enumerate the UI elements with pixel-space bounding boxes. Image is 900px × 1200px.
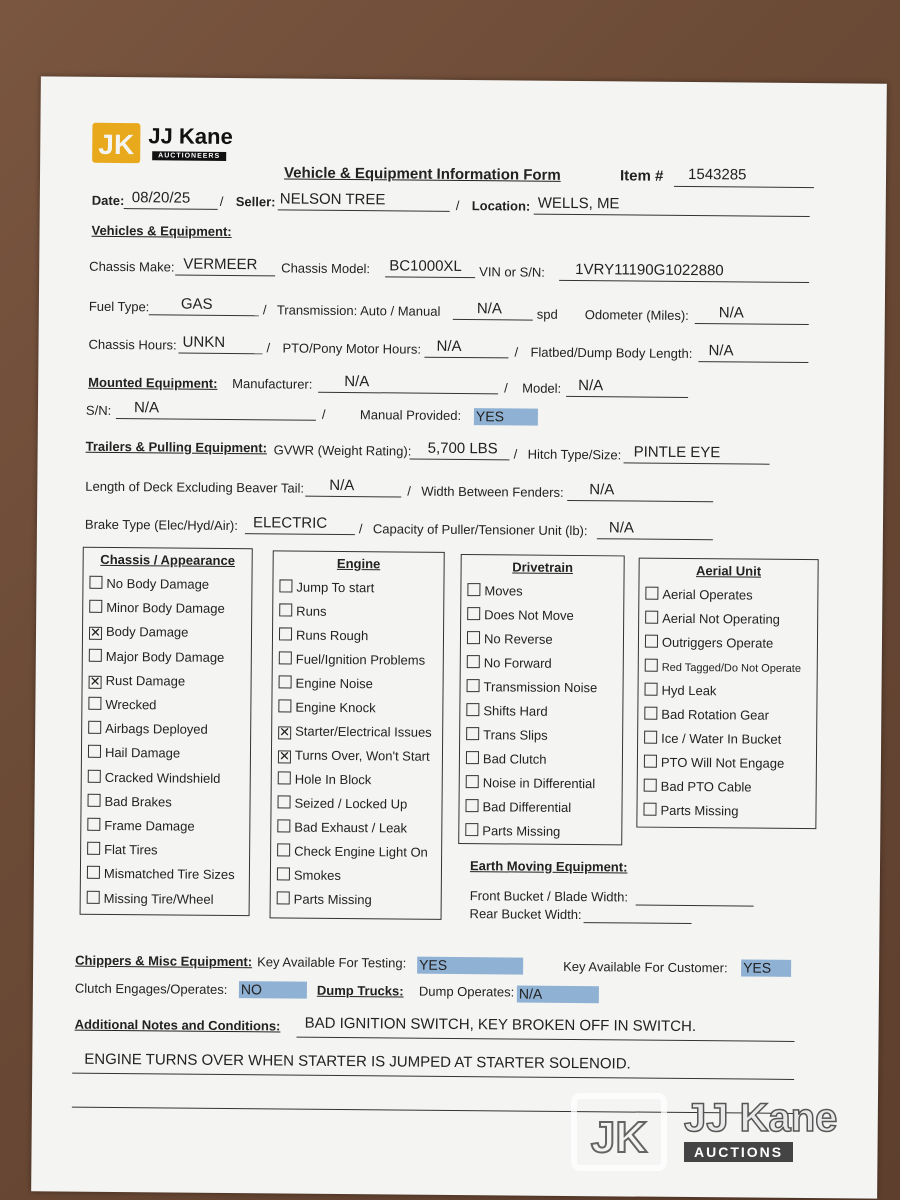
chassis-item[interactable] bbox=[89, 648, 225, 664]
engine-item-label: Runs bbox=[296, 603, 327, 619]
drivetrain-item-label: Moves bbox=[484, 583, 523, 599]
chassis-make-value[interactable]: VERMEER bbox=[183, 255, 258, 274]
form-title: Vehicle & Equipment Information Form bbox=[283, 164, 561, 184]
checkbox[interactable] bbox=[88, 697, 101, 710]
sn-label: S/N: bbox=[85, 402, 112, 418]
aerial-item-label: Bad PTO Cable bbox=[660, 778, 752, 795]
checkbox[interactable] bbox=[89, 576, 102, 589]
chassis-model-line bbox=[385, 276, 475, 278]
capacity-line bbox=[597, 538, 713, 540]
chassis-appearance-title: Chassis / Appearance bbox=[100, 551, 236, 569]
deck-length-line bbox=[305, 496, 401, 498]
brake-type-value[interactable]: ELECTRIC bbox=[252, 514, 328, 532]
drivetrain-item-label: Noise in Differential bbox=[482, 775, 596, 792]
chassis-item[interactable] bbox=[87, 794, 171, 810]
checkbox[interactable] bbox=[278, 795, 291, 808]
checkbox[interactable] bbox=[644, 683, 657, 696]
engine-item[interactable] bbox=[279, 579, 374, 595]
gvwr-line bbox=[410, 459, 510, 461]
drivetrain-item[interactable] bbox=[466, 727, 548, 743]
checkbox[interactable] bbox=[89, 648, 102, 661]
seller-label: Seller: bbox=[235, 194, 276, 210]
drivetrain-item[interactable] bbox=[465, 799, 571, 815]
checkbox[interactable] bbox=[278, 699, 291, 712]
key-customer-highlight[interactable] bbox=[741, 959, 791, 976]
clutch-label: Clutch Engages/Operates: bbox=[74, 980, 228, 997]
engine-item[interactable] bbox=[277, 819, 407, 835]
aerial-item[interactable] bbox=[644, 779, 752, 795]
checkbox[interactable] bbox=[279, 675, 292, 688]
chassis-item[interactable] bbox=[88, 745, 180, 761]
svg-text:JK: JK bbox=[98, 128, 135, 161]
chassis-item-label: Airbags Deployed bbox=[105, 721, 208, 737]
engine-item[interactable] bbox=[278, 699, 375, 715]
form-paper: JK JJ Kane AUCTIONEERS Vehicle & Equipment Information Form Item # 1543285 Date: 08/20/25 / Seller: NELSON TREE / Location: WELLS, ME Vehicles & Equipment: Chassis Make: VERMEER Chassis Model: BC1000XL VIN or S/N: 1VRY11190G1022880 Fuel Type: GAS / Transmission: Auto / Manual N/A spd Odometer (Miles): N/A Chassis Hours: UNKN / PTO/Pony Motor Hours: N/A / Flatbed/Dump Body Length: N/A Mounted Equipment: Manufacturer: N/A / Model: N/A S/N: N/A / Manual Provided: YES Trailers & Pulling Equipment: GVWR (Weight Rating): 5,700 LBS / Hitch Type/Size: PINTLE EYE Length of Deck Excluding Beaver Tail: N/A / Width Between Fenders: N/A Brake Type (Elec/Hyd/Air): ELECTRIC / Capacity of Puller/Tensioner Unit (lb): N/A Chassis / Appearance No Body Damage Minor Body Damage ✕ Body Damage Major Body Damage ✕ Rust Damage Wrecked Airbags Deployed Hail Damage Cracked Windshield Bad Brakes Frame Damage Flat Tires Mismatched Tire Sizes Missing Tire/Wheel Engine Jump To start Runs Runs Rough Fuel/Ignition Problems Engine Noise Engine Knock ✕ Starter/Electrical Issues ✕ Turns Over, Won't Start Hole In Block Seized / Locked Up Bad Exhaust / Leak Check Engine Light On Smokes Parts Missing Drivetrain Moves Does Not Move No Reverse No Forward Transmission Noise Shifts Hard Trans Slips Bad Clutch Noise in Differential Bad Differential Parts Missing Aerial Unit Aerial Operates Aerial Not Operating Outriggers Operate Red Tagged/Do Not Operate Hyd Leak Bad Rotation Gear Ice / Water In Bucket PTO Will Not Engage Bad PTO Cable Parts Missing Earth Moving Equipment: Front Bucket / Blade Width: Rear Bucket Width: Chippers & Misc Equipment: Key Available For Testing: YES Key Available For Customer: YES Clutch Engages/Operates: NO Dump Trucks: Dump Operates: N/A Additional Notes and Conditions: BAD IGNITION SWITCH, KEY BROKEN OFF IN SWITCH. ENGINE TURNS OVER WHEN STARTER IS JUMPED AT STARTER SOLENOID. bbox=[31, 76, 887, 1198]
chassis-item[interactable] bbox=[89, 624, 189, 641]
deck-length-label: Length of Deck Excluding Beaver Tail: bbox=[85, 478, 305, 496]
engine-title: Engine bbox=[336, 555, 381, 572]
spd-label: spd bbox=[536, 306, 558, 322]
vin-value[interactable]: 1VRY11190G1022880 bbox=[575, 261, 724, 280]
aerial-item-label: Aerial Not Operating bbox=[662, 610, 781, 627]
chassis-item-label: Missing Tire/Wheel bbox=[103, 890, 214, 907]
date-value[interactable]: 08/20/25 bbox=[131, 189, 191, 207]
checkbox[interactable] bbox=[277, 891, 290, 904]
checkbox[interactable] bbox=[89, 600, 102, 613]
chassis-appearance-box bbox=[80, 547, 253, 916]
drivetrain-item-label: Trans Slips bbox=[483, 727, 548, 743]
drivetrain-item-label: Bad Clutch bbox=[482, 751, 547, 767]
aerial-item[interactable] bbox=[645, 635, 773, 651]
item-label: Item # bbox=[619, 167, 664, 185]
drivetrain-item-label: Parts Missing bbox=[482, 823, 561, 839]
checkbox[interactable] bbox=[466, 703, 479, 716]
odometer-value[interactable]: N/A bbox=[718, 304, 744, 322]
capacity-value[interactable]: N/A bbox=[608, 519, 635, 537]
sn-line bbox=[116, 418, 316, 421]
engine-item-label: Check Engine Light On bbox=[294, 843, 428, 860]
pto-hours-value[interactable]: N/A bbox=[436, 337, 462, 356]
checkbox[interactable]: ✕ bbox=[89, 673, 101, 689]
engine-item-label: Smokes bbox=[293, 867, 341, 883]
checkbox[interactable] bbox=[467, 607, 480, 620]
chassis-model-value[interactable]: BC1000XL bbox=[389, 257, 462, 276]
drivetrain-item[interactable] bbox=[466, 703, 547, 719]
odometer-line bbox=[695, 323, 809, 325]
engine-item[interactable] bbox=[277, 843, 428, 859]
aerial-item[interactable] bbox=[644, 707, 769, 723]
aerial-item-label: Parts Missing bbox=[660, 802, 739, 819]
engine-box bbox=[270, 550, 445, 919]
checkbox[interactable] bbox=[277, 843, 290, 856]
checkbox[interactable] bbox=[645, 587, 658, 600]
rear-bucket-label: Rear Bucket Width: bbox=[469, 906, 582, 923]
chassis-hours-line bbox=[178, 353, 262, 355]
chassis-item-label: Bad Brakes bbox=[104, 793, 172, 810]
engine-item[interactable] bbox=[278, 771, 372, 787]
vin-line bbox=[559, 280, 809, 283]
key-testing-highlight[interactable] bbox=[417, 957, 523, 975]
engine-item[interactable] bbox=[279, 603, 326, 618]
engine-item-label: Engine Knock bbox=[295, 699, 376, 716]
notes-line-1[interactable]: BAD IGNITION SWITCH, KEY BROKEN OFF IN SWITCH. bbox=[304, 1014, 697, 1036]
drivetrain-item-label: Bad Differential bbox=[482, 799, 572, 815]
checkbox[interactable] bbox=[88, 769, 101, 782]
svg-text:JK: JK bbox=[590, 1113, 648, 1162]
drivetrain-item-label: Does Not Move bbox=[484, 607, 574, 624]
engine-item[interactable] bbox=[278, 723, 432, 740]
chassis-item[interactable] bbox=[88, 769, 221, 785]
item-value[interactable]: 1543285 bbox=[687, 165, 747, 184]
aerial-item-label: Red Tagged/Do Not Operate bbox=[661, 661, 802, 675]
odometer-label: Odometer (Miles): bbox=[584, 307, 689, 323]
aerial-item-label: Bad Rotation Gear bbox=[661, 706, 770, 723]
chassis-item-label: Flat Tires bbox=[104, 842, 158, 858]
chassis-item-label: Rust Damage bbox=[105, 672, 186, 689]
aerial-item-label: Outriggers Operate bbox=[661, 634, 774, 651]
manufacturer-line bbox=[318, 392, 498, 395]
engine-item[interactable] bbox=[277, 867, 341, 883]
transmission-line bbox=[453, 319, 533, 321]
checkbox[interactable] bbox=[279, 579, 292, 592]
drivetrain-item-label: Transmission Noise bbox=[483, 679, 598, 696]
engine-item-label: Engine Noise bbox=[295, 675, 373, 692]
chassis-model-label: Chassis Model: bbox=[281, 260, 371, 277]
seller-line bbox=[278, 209, 450, 212]
drivetrain-item[interactable] bbox=[467, 607, 574, 623]
checkbox[interactable] bbox=[277, 819, 290, 832]
drivetrain-item-label: No Forward bbox=[483, 655, 552, 671]
manual-label: Manual Provided: bbox=[359, 407, 462, 424]
engine-item-label: Starter/Electrical Issues bbox=[295, 723, 432, 740]
chassis-item-label: Minor Body Damage bbox=[106, 600, 225, 617]
mounted-heading: Mounted Equipment: bbox=[88, 374, 218, 391]
checkbox[interactable] bbox=[465, 799, 478, 812]
checkbox[interactable] bbox=[467, 631, 480, 644]
checkbox[interactable] bbox=[465, 823, 478, 836]
notes-heading: Additional Notes and Conditions: bbox=[74, 1016, 281, 1034]
chassis-item[interactable] bbox=[87, 842, 158, 858]
aerial-item[interactable] bbox=[643, 803, 738, 819]
engine-item-label: Parts Missing bbox=[293, 891, 372, 908]
dump-trucks-heading: Dump Trucks: bbox=[316, 982, 404, 999]
manual-value-highlight[interactable] bbox=[474, 408, 538, 426]
engine-item-label: Turns Over, Won't Start bbox=[294, 747, 430, 764]
aerial-item-label: Hyd Leak bbox=[661, 682, 717, 699]
brake-type-line bbox=[245, 533, 355, 535]
checkbox[interactable] bbox=[87, 842, 100, 855]
logo-brand: JJ Kane bbox=[148, 123, 233, 150]
engine-item[interactable] bbox=[277, 891, 372, 907]
checkbox[interactable] bbox=[645, 659, 658, 672]
checkbox[interactable]: ✕ bbox=[279, 724, 291, 740]
drivetrain-item[interactable] bbox=[467, 679, 598, 695]
chassis-hours-value[interactable]: UNKN bbox=[182, 333, 226, 351]
checkbox[interactable] bbox=[87, 890, 100, 903]
chassis-item-label: Cracked Windshield bbox=[104, 769, 221, 786]
checkbox[interactable] bbox=[645, 635, 658, 648]
chassis-item-label: Body Damage bbox=[105, 624, 189, 641]
notes-line-2[interactable]: ENGINE TURNS OVER WHEN STARTER IS JUMPED AT STARTER SOLENOID. bbox=[84, 1050, 631, 1073]
chassis-make-label: Chassis Make: bbox=[89, 258, 175, 275]
checkbox[interactable] bbox=[467, 655, 480, 668]
engine-item[interactable] bbox=[278, 747, 430, 764]
checkbox[interactable] bbox=[644, 731, 657, 744]
drivetrain-item[interactable] bbox=[466, 775, 596, 791]
gvwr-label: GVWR (Weight Rating): bbox=[273, 442, 412, 459]
model-line bbox=[566, 396, 688, 398]
chassis-item-label: No Body Damage bbox=[106, 575, 210, 592]
chassis-item-label: Frame Damage bbox=[104, 817, 195, 834]
drivetrain-item-label: Shifts Hard bbox=[483, 703, 548, 719]
hitch-label: Hitch Type/Size: bbox=[527, 446, 622, 463]
checkbox[interactable] bbox=[279, 627, 292, 640]
earth-moving-heading: Earth Moving Equipment: bbox=[469, 858, 628, 875]
checkbox[interactable] bbox=[643, 803, 656, 816]
checkbox[interactable] bbox=[88, 721, 101, 734]
checkbox[interactable] bbox=[467, 679, 480, 692]
checkbox[interactable] bbox=[467, 583, 480, 596]
engine-item[interactable] bbox=[279, 651, 425, 667]
chassis-item[interactable] bbox=[87, 866, 235, 882]
drivetrain-item-label: No Reverse bbox=[483, 631, 553, 647]
checkbox[interactable] bbox=[87, 818, 100, 831]
aerial-item-label: Ice / Water In Bucket bbox=[661, 730, 782, 747]
chassis-item-label: Hail Damage bbox=[104, 745, 181, 761]
front-bucket-label: Front Bucket / Blade Width: bbox=[469, 888, 629, 905]
drivetrain-title: Drivetrain bbox=[512, 559, 574, 575]
manufacturer-label: Manufacturer: bbox=[232, 376, 313, 392]
drivetrain-box bbox=[458, 554, 625, 845]
chassis-item[interactable] bbox=[89, 576, 209, 592]
location-line bbox=[534, 214, 810, 217]
trailers-heading: Trailers & Pulling Equipment: bbox=[85, 438, 268, 456]
key-testing-label: Key Available For Testing: bbox=[257, 954, 407, 971]
checkbox[interactable]: ✕ bbox=[278, 748, 290, 764]
engine-item-label: Hole In Block bbox=[294, 771, 372, 788]
engine-item[interactable] bbox=[279, 627, 368, 643]
drivetrain-item[interactable] bbox=[466, 751, 547, 767]
checkbox[interactable] bbox=[279, 603, 292, 616]
watermark-brand: JJ Kane bbox=[684, 1096, 838, 1140]
notes-rule-1 bbox=[297, 1037, 795, 1042]
flatbed-value[interactable]: N/A bbox=[708, 342, 734, 360]
watermark-subtitle: AUCTIONS bbox=[684, 1142, 793, 1162]
checkbox[interactable] bbox=[644, 707, 657, 720]
chassis-item[interactable] bbox=[87, 890, 214, 906]
aerial-item[interactable] bbox=[645, 611, 780, 627]
item-line bbox=[674, 186, 814, 188]
drivetrain-item[interactable] bbox=[465, 823, 560, 839]
dump-operates-value: N/A bbox=[518, 985, 543, 1002]
checkbox[interactable] bbox=[466, 775, 479, 788]
checkbox[interactable] bbox=[645, 611, 658, 624]
jj-kane-logo-mark bbox=[90, 121, 142, 165]
chassis-item-label: Wrecked bbox=[105, 696, 157, 713]
engine-item-label: Runs Rough bbox=[295, 627, 369, 644]
checkbox[interactable] bbox=[466, 751, 479, 764]
fuel-label: Fuel Type: bbox=[88, 298, 150, 315]
date-label: Date: bbox=[91, 192, 125, 209]
logo-subtitle: AUCTIONEERS bbox=[152, 151, 226, 161]
key-testing-value: YES bbox=[419, 956, 448, 973]
gvwr-value[interactable]: 5,700 LBS bbox=[427, 439, 498, 458]
checkbox[interactable] bbox=[466, 727, 479, 740]
engine-item-label: Seized / Locked Up bbox=[294, 795, 408, 812]
drivetrain-item[interactable] bbox=[467, 631, 553, 647]
capacity-label: Capacity of Puller/Tensioner Unit (lb): bbox=[372, 521, 588, 539]
hitch-value[interactable]: PINTLE EYE bbox=[633, 443, 721, 462]
key-customer-value: YES bbox=[743, 959, 772, 976]
chassis-item-label: Major Body Damage bbox=[105, 648, 225, 665]
key-customer-label: Key Available For Customer: bbox=[563, 958, 728, 976]
checkbox[interactable] bbox=[88, 794, 101, 807]
engine-item-label: Fuel/Ignition Problems bbox=[295, 651, 426, 668]
vehicles-heading: Vehicles & Equipment: bbox=[91, 222, 232, 240]
deck-length-value[interactable]: N/A bbox=[329, 476, 355, 495]
chassis-item-label: Mismatched Tire Sizes bbox=[103, 866, 235, 883]
manual-value: YES bbox=[475, 408, 505, 425]
aerial-item-label: Aerial Operates bbox=[662, 586, 753, 603]
checkbox[interactable] bbox=[277, 867, 290, 880]
aerial-item[interactable] bbox=[644, 731, 781, 747]
date-line bbox=[124, 208, 218, 210]
checkbox[interactable] bbox=[644, 779, 657, 792]
fender-width-label: Width Between Fenders: bbox=[421, 483, 564, 500]
checkbox[interactable] bbox=[644, 755, 657, 768]
front-bucket-line[interactable] bbox=[636, 905, 754, 907]
brake-type-label: Brake Type (Elec/Hyd/Air): bbox=[84, 516, 238, 534]
checkbox[interactable] bbox=[278, 771, 291, 784]
transmission-label: Transmission: Auto / Manual bbox=[276, 302, 441, 319]
checkbox[interactable] bbox=[87, 866, 100, 879]
aerial-item[interactable] bbox=[645, 587, 752, 603]
drivetrain-item[interactable] bbox=[467, 583, 522, 598]
chassis-item[interactable] bbox=[89, 673, 186, 690]
fender-width-value[interactable]: N/A bbox=[589, 481, 615, 499]
checkbox[interactable] bbox=[88, 745, 101, 758]
aerial-item[interactable] bbox=[645, 659, 801, 675]
clutch-value: NO bbox=[240, 981, 262, 998]
manufacturer-value[interactable]: N/A bbox=[344, 372, 370, 391]
checkbox[interactable] bbox=[279, 651, 292, 664]
chassis-make-line bbox=[175, 275, 275, 277]
dump-operates-label: Dump Operates: bbox=[418, 983, 515, 1000]
chippers-heading: Chippers & Misc Equipment: bbox=[75, 952, 253, 970]
aerial-item[interactable] bbox=[644, 683, 716, 699]
engine-item[interactable] bbox=[277, 795, 407, 811]
sn-value[interactable]: N/A bbox=[133, 399, 160, 417]
chassis-hours-label: Chassis Hours: bbox=[88, 336, 177, 353]
aerial-item[interactable] bbox=[644, 755, 784, 771]
chassis-item[interactable] bbox=[88, 721, 208, 737]
engine-item[interactable] bbox=[279, 675, 373, 691]
aerial-item-label: PTO Will Not Engage bbox=[660, 754, 785, 771]
aerial-unit-title: Aerial Unit bbox=[696, 563, 762, 579]
pto-hours-label: PTO/Pony Motor Hours: bbox=[282, 340, 422, 357]
chassis-item[interactable] bbox=[87, 818, 194, 834]
chassis-item[interactable] bbox=[89, 600, 225, 616]
hitch-line bbox=[624, 462, 770, 464]
notes-rule-2 bbox=[72, 1073, 794, 1080]
fuel-value[interactable]: GAS bbox=[180, 295, 213, 313]
aerial-unit-box bbox=[636, 558, 818, 830]
pto-hours-line bbox=[424, 357, 508, 359]
transmission-value[interactable]: N/A bbox=[476, 300, 502, 318]
fender-width-line bbox=[567, 500, 713, 502]
rear-bucket-line[interactable] bbox=[584, 922, 692, 924]
model-label: Model: bbox=[522, 380, 562, 396]
vin-label: VIN or S/N: bbox=[479, 264, 546, 280]
flatbed-label: Flatbed/Dump Body Length: bbox=[530, 344, 693, 362]
fuel-line bbox=[149, 314, 259, 316]
chassis-item[interactable] bbox=[88, 697, 156, 713]
flatbed-line bbox=[698, 361, 808, 363]
location-value[interactable]: WELLS, ME bbox=[537, 194, 620, 213]
drivetrain-item[interactable] bbox=[467, 655, 552, 671]
engine-item-label: Jump To start bbox=[296, 579, 375, 596]
seller-value[interactable]: NELSON TREE bbox=[279, 190, 386, 209]
engine-item-label: Bad Exhaust / Leak bbox=[294, 819, 408, 836]
dump-operates-highlight[interactable] bbox=[517, 986, 599, 1004]
model-value[interactable]: N/A bbox=[578, 377, 604, 395]
checkbox[interactable]: ✕ bbox=[90, 625, 102, 641]
location-label: Location: bbox=[471, 198, 531, 214]
clutch-highlight[interactable] bbox=[239, 981, 307, 999]
